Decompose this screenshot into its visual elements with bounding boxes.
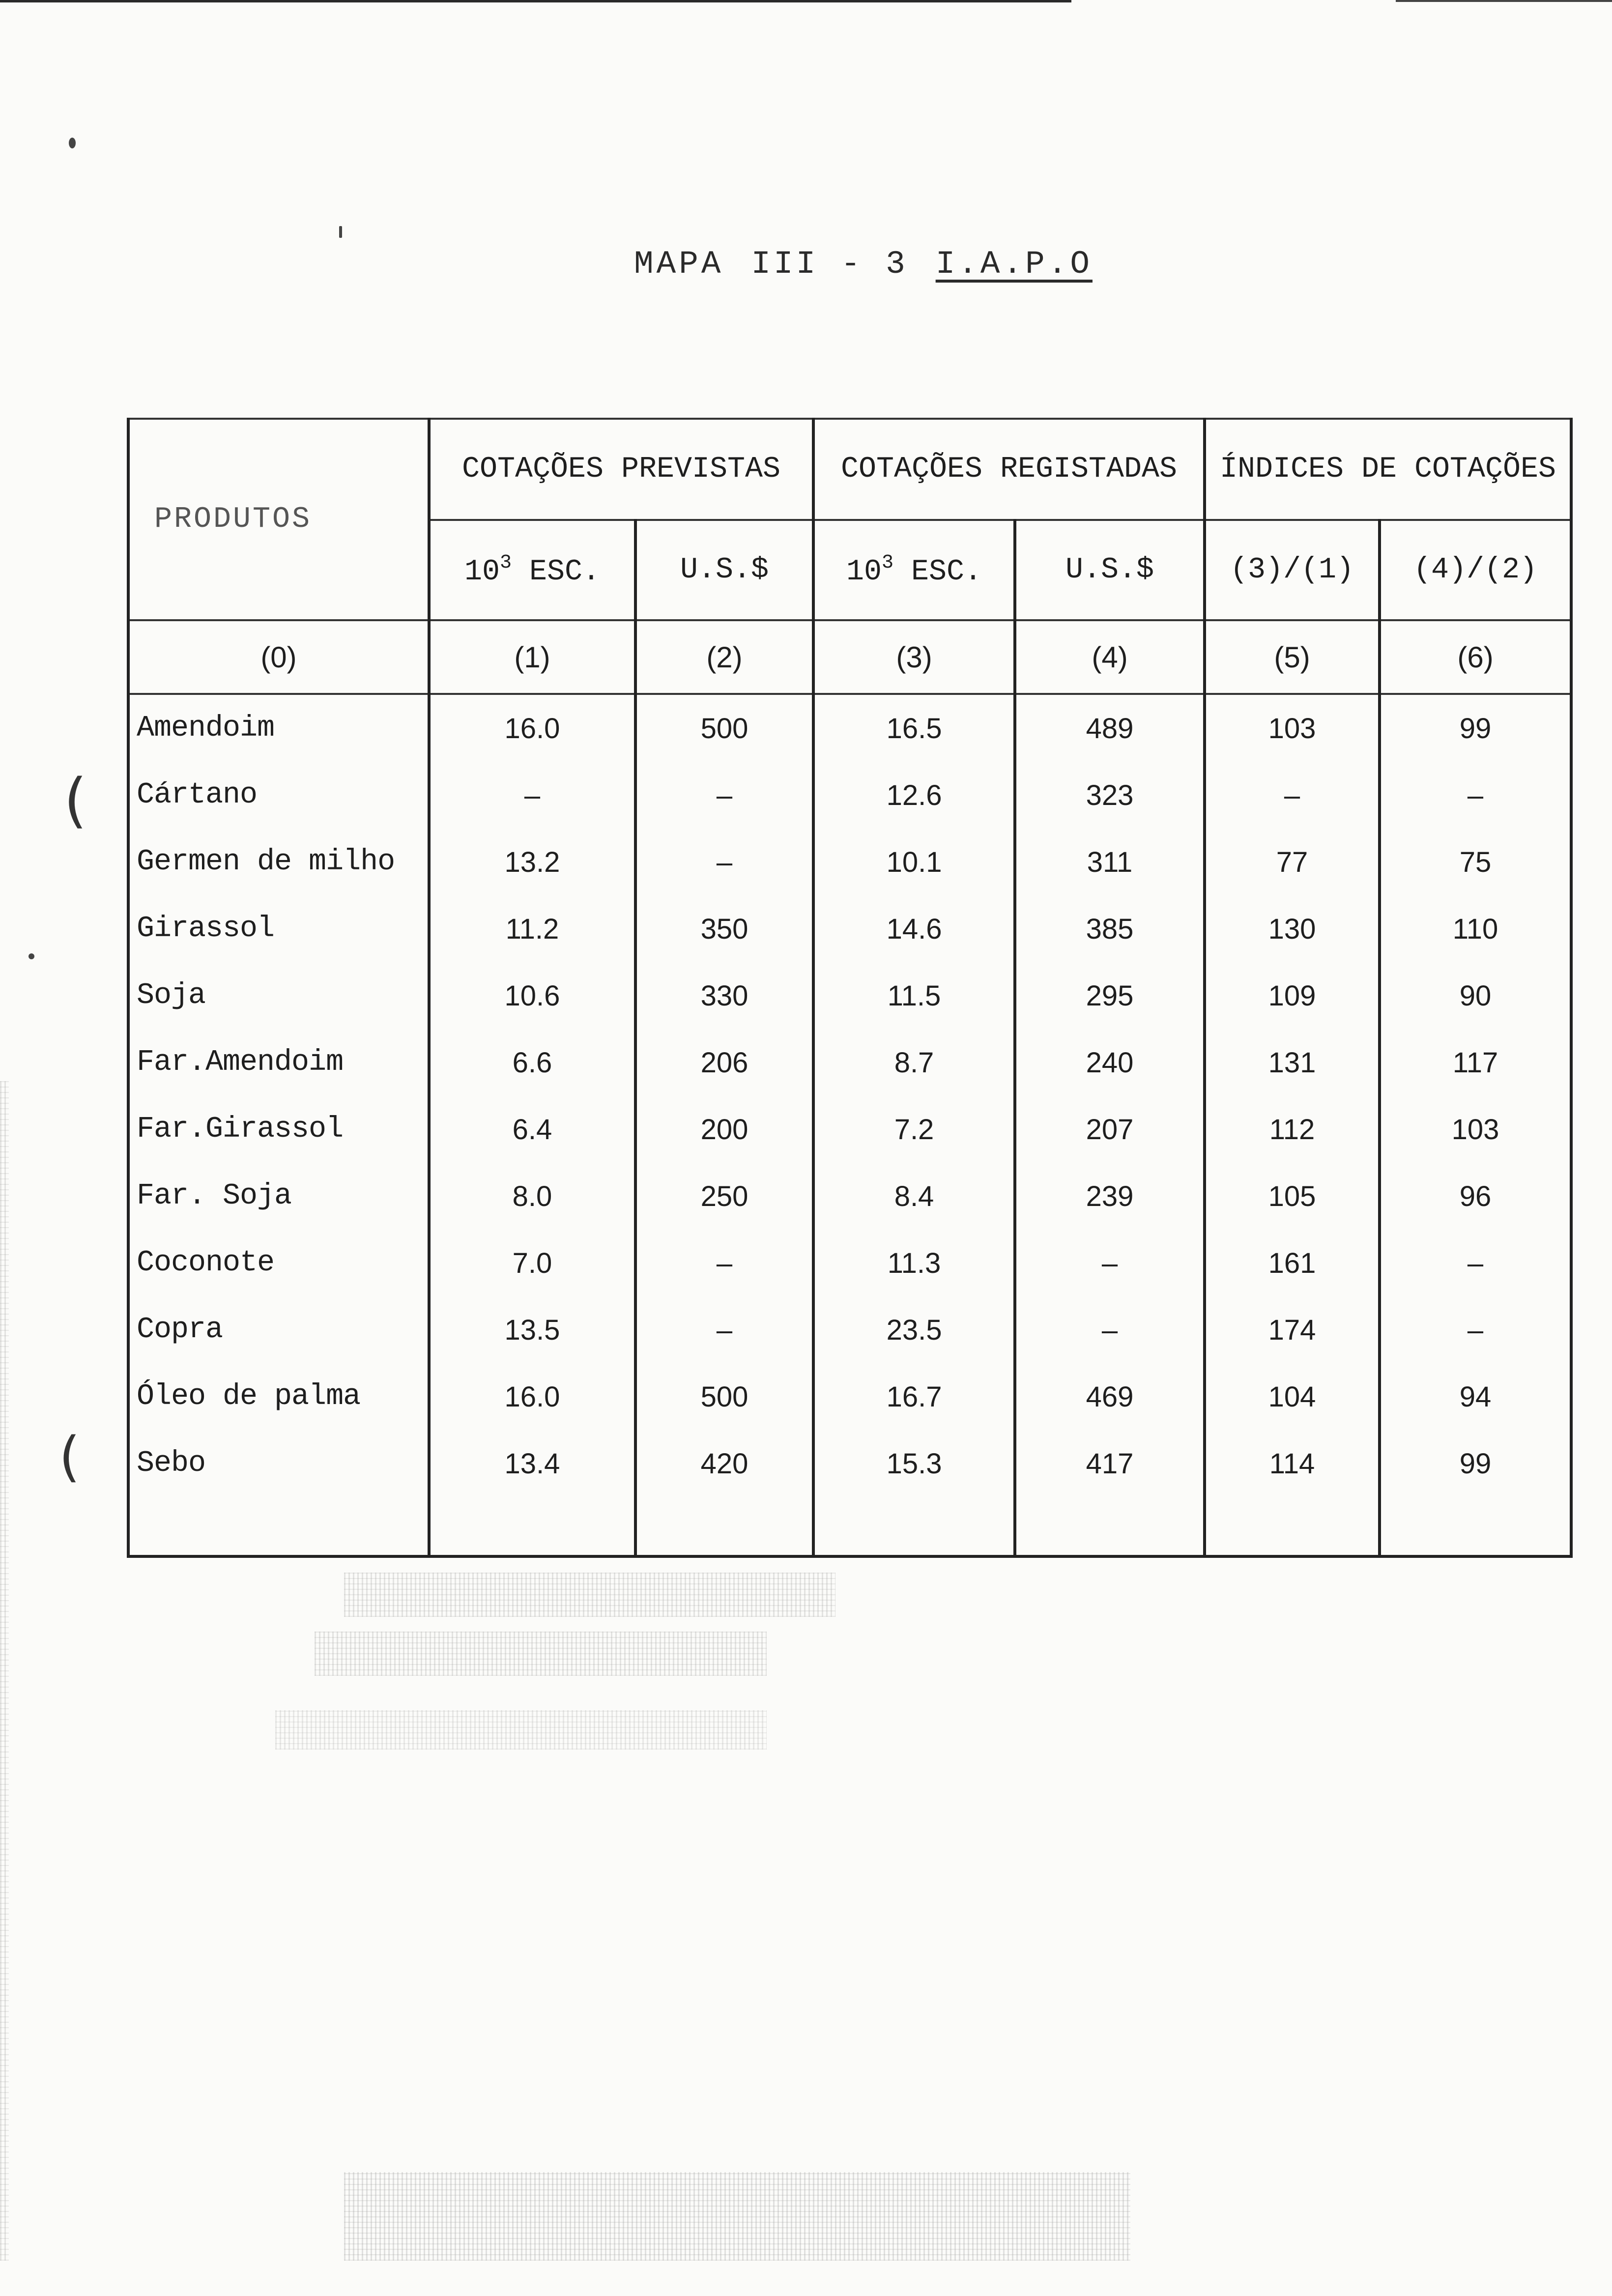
- margin-bracket-mark: (: [59, 1425, 80, 1488]
- table-row: [128, 1163, 1571, 1230]
- produto-cell: Coconote: [128, 1230, 429, 1296]
- top-edge-rule: [0, 0, 1071, 2]
- cell-c3: 10.1: [813, 829, 1015, 895]
- cotacoes-table: [127, 418, 1573, 1558]
- cell-c4: 240: [1015, 1029, 1205, 1096]
- header-unit-esc-3: $10^3$ ESC.: [813, 520, 1015, 620]
- cell-c2: 206: [635, 1029, 813, 1096]
- produto-cell: Germen de milho: [128, 829, 429, 895]
- cell-c1: 11.2: [429, 895, 635, 962]
- cell-c1: 13.5: [429, 1296, 635, 1363]
- header-indices-cotacoes: ÍNDICES DE COTAÇÕES: [1205, 419, 1571, 520]
- cell-c1: 6.4: [429, 1096, 635, 1163]
- cell-c6: 96: [1380, 1163, 1571, 1230]
- cell-c1: 16.0: [429, 694, 635, 762]
- title-org: I.A.P.O: [935, 246, 1093, 283]
- header-ratio-6: (4)/(2): [1380, 520, 1571, 620]
- cell-c4: 311: [1015, 829, 1205, 895]
- cell-c5: 109: [1205, 962, 1380, 1029]
- cell-c6: –: [1380, 1230, 1571, 1296]
- cell-c2: 200: [635, 1096, 813, 1163]
- cell-c6: 110: [1380, 895, 1571, 962]
- cell-c3: 15.3: [813, 1430, 1015, 1497]
- scan-speck: [69, 138, 76, 148]
- scan-speck: [29, 953, 34, 959]
- title-numero: III - 3: [751, 246, 908, 283]
- margin-bracket-mark: (: [64, 767, 87, 835]
- cell-c1: 10.6: [429, 962, 635, 1029]
- cell-c2: 350: [635, 895, 813, 962]
- produto-cell: Cártano: [128, 762, 429, 829]
- colnum-6: (6): [1380, 620, 1571, 694]
- cell-c1: –: [429, 762, 635, 829]
- header-cotacoes-registadas: COTAÇÕES REGISTADAS: [813, 419, 1205, 520]
- cell-c3: 12.6: [813, 762, 1015, 829]
- cell-c5: 131: [1205, 1029, 1380, 1096]
- scan-noise-band: [315, 1632, 767, 1676]
- table-spacer-row: [128, 1497, 1571, 1556]
- spacer-cell: [1380, 1497, 1571, 1556]
- produto-cell: Soja: [128, 962, 429, 1029]
- spacer-cell: [813, 1497, 1015, 1556]
- table-row: [128, 1096, 1571, 1163]
- spacer-cell: [429, 1497, 635, 1556]
- table-row: [128, 895, 1571, 962]
- scan-speck: [339, 226, 342, 238]
- produto-cell: Girassol: [128, 895, 429, 962]
- cell-c2: 420: [635, 1430, 813, 1497]
- spacer-cell: [1205, 1497, 1380, 1556]
- colnum-0: (0): [128, 620, 429, 694]
- cell-c6: 75: [1380, 829, 1571, 895]
- cell-c2: 500: [635, 694, 813, 762]
- header-produtos: PRODUTOS: [128, 419, 429, 620]
- cell-c5: 105: [1205, 1163, 1380, 1230]
- scan-noise-band: [275, 1710, 767, 1750]
- cell-c1: 13.2: [429, 829, 635, 895]
- table-row: [128, 1296, 1571, 1363]
- cell-c3: 8.7: [813, 1029, 1015, 1096]
- cell-c2: 250: [635, 1163, 813, 1230]
- cell-c3: 23.5: [813, 1296, 1015, 1363]
- cell-c4: 417: [1015, 1430, 1205, 1497]
- produto-cell: Amendoim: [128, 694, 429, 762]
- cell-c4: 207: [1015, 1096, 1205, 1163]
- cell-c4: 489: [1015, 694, 1205, 762]
- header-unit-usd-4: U.S.$: [1015, 520, 1205, 620]
- colnum-2: (2): [635, 620, 813, 694]
- table-row: [128, 1363, 1571, 1430]
- table-row: [128, 1029, 1571, 1096]
- cell-c3: 16.7: [813, 1363, 1015, 1430]
- cell-c6: –: [1380, 1296, 1571, 1363]
- cell-c2: –: [635, 829, 813, 895]
- produto-cell: Óleo de palma: [128, 1363, 429, 1430]
- cell-c4: –: [1015, 1230, 1205, 1296]
- cell-c3: 11.5: [813, 962, 1015, 1029]
- cell-c5: 174: [1205, 1296, 1380, 1363]
- cotacoes-table-wrapper: [127, 418, 1570, 1558]
- spacer-cell: [635, 1497, 813, 1556]
- cell-c6: –: [1380, 762, 1571, 829]
- produto-cell: Sebo: [128, 1430, 429, 1497]
- cell-c4: 323: [1015, 762, 1205, 829]
- cell-c1: 8.0: [429, 1163, 635, 1230]
- cell-c2: –: [635, 1230, 813, 1296]
- table-row: [128, 762, 1571, 829]
- header-unit-usd-2: U.S.$: [635, 520, 813, 620]
- cell-c2: 500: [635, 1363, 813, 1430]
- spacer-cell: [1015, 1497, 1205, 1556]
- cell-c2: 330: [635, 962, 813, 1029]
- cell-c4: 469: [1015, 1363, 1205, 1430]
- cell-c2: –: [635, 762, 813, 829]
- header-unit-esc-1: $10^3$ ESC.: [429, 520, 635, 620]
- produto-cell: Far. Soja: [128, 1163, 429, 1230]
- colnum-4: (4): [1015, 620, 1205, 694]
- produto-cell: Far.Amendoim: [128, 1029, 429, 1096]
- cell-c6: 90: [1380, 962, 1571, 1029]
- cell-c5: 112: [1205, 1096, 1380, 1163]
- produto-cell: Far.Girassol: [128, 1096, 429, 1163]
- cell-c6: 117: [1380, 1029, 1571, 1096]
- cell-c3: 11.3: [813, 1230, 1015, 1296]
- header-cotacoes-previstas: COTAÇÕES PREVISTAS: [429, 419, 813, 520]
- cell-c4: –: [1015, 1296, 1205, 1363]
- cell-c3: 8.4: [813, 1163, 1015, 1230]
- cell-c5: 77: [1205, 829, 1380, 895]
- column-number-row: [128, 620, 1571, 694]
- top-edge-rule-right: [1396, 0, 1612, 2]
- cell-c5: 103: [1205, 694, 1380, 762]
- cell-c5: –: [1205, 762, 1380, 829]
- cell-c6: 99: [1380, 694, 1571, 762]
- cell-c1: 6.6: [429, 1029, 635, 1096]
- cell-c5: 104: [1205, 1363, 1380, 1430]
- table-row: [128, 962, 1571, 1029]
- cell-c3: 16.5: [813, 694, 1015, 762]
- cell-c2: –: [635, 1296, 813, 1363]
- table-row: [128, 1230, 1571, 1296]
- cell-c1: 13.4: [429, 1430, 635, 1497]
- cell-c1: 16.0: [429, 1363, 635, 1430]
- colnum-3: (3): [813, 620, 1015, 694]
- cell-c6: 103: [1380, 1096, 1571, 1163]
- page-title: [634, 246, 1093, 283]
- cell-c3: 14.6: [813, 895, 1015, 962]
- cell-c5: 161: [1205, 1230, 1380, 1296]
- cell-c4: 385: [1015, 895, 1205, 962]
- scan-noise-edge: [0, 1081, 9, 2261]
- colnum-1: (1): [429, 620, 635, 694]
- cell-c4: 239: [1015, 1163, 1205, 1230]
- table-row: [128, 1430, 1571, 1497]
- table-row: [128, 829, 1571, 895]
- cell-c5: 114: [1205, 1430, 1380, 1497]
- cell-c6: 94: [1380, 1363, 1571, 1430]
- produto-cell: Copra: [128, 1296, 429, 1363]
- table-row: [128, 694, 1571, 762]
- cell-c5: 130: [1205, 895, 1380, 962]
- header-ratio-5: (3)/(1): [1205, 520, 1380, 620]
- scan-noise-band: [344, 2172, 1130, 2261]
- cell-c4: 295: [1015, 962, 1205, 1029]
- cell-c3: 7.2: [813, 1096, 1015, 1163]
- title-mapa: MAPA: [634, 246, 724, 283]
- cell-c1: 7.0: [429, 1230, 635, 1296]
- scan-noise-band: [344, 1573, 835, 1617]
- cell-c6: 99: [1380, 1430, 1571, 1497]
- colnum-5: (5): [1205, 620, 1380, 694]
- spacer-cell: [128, 1497, 429, 1556]
